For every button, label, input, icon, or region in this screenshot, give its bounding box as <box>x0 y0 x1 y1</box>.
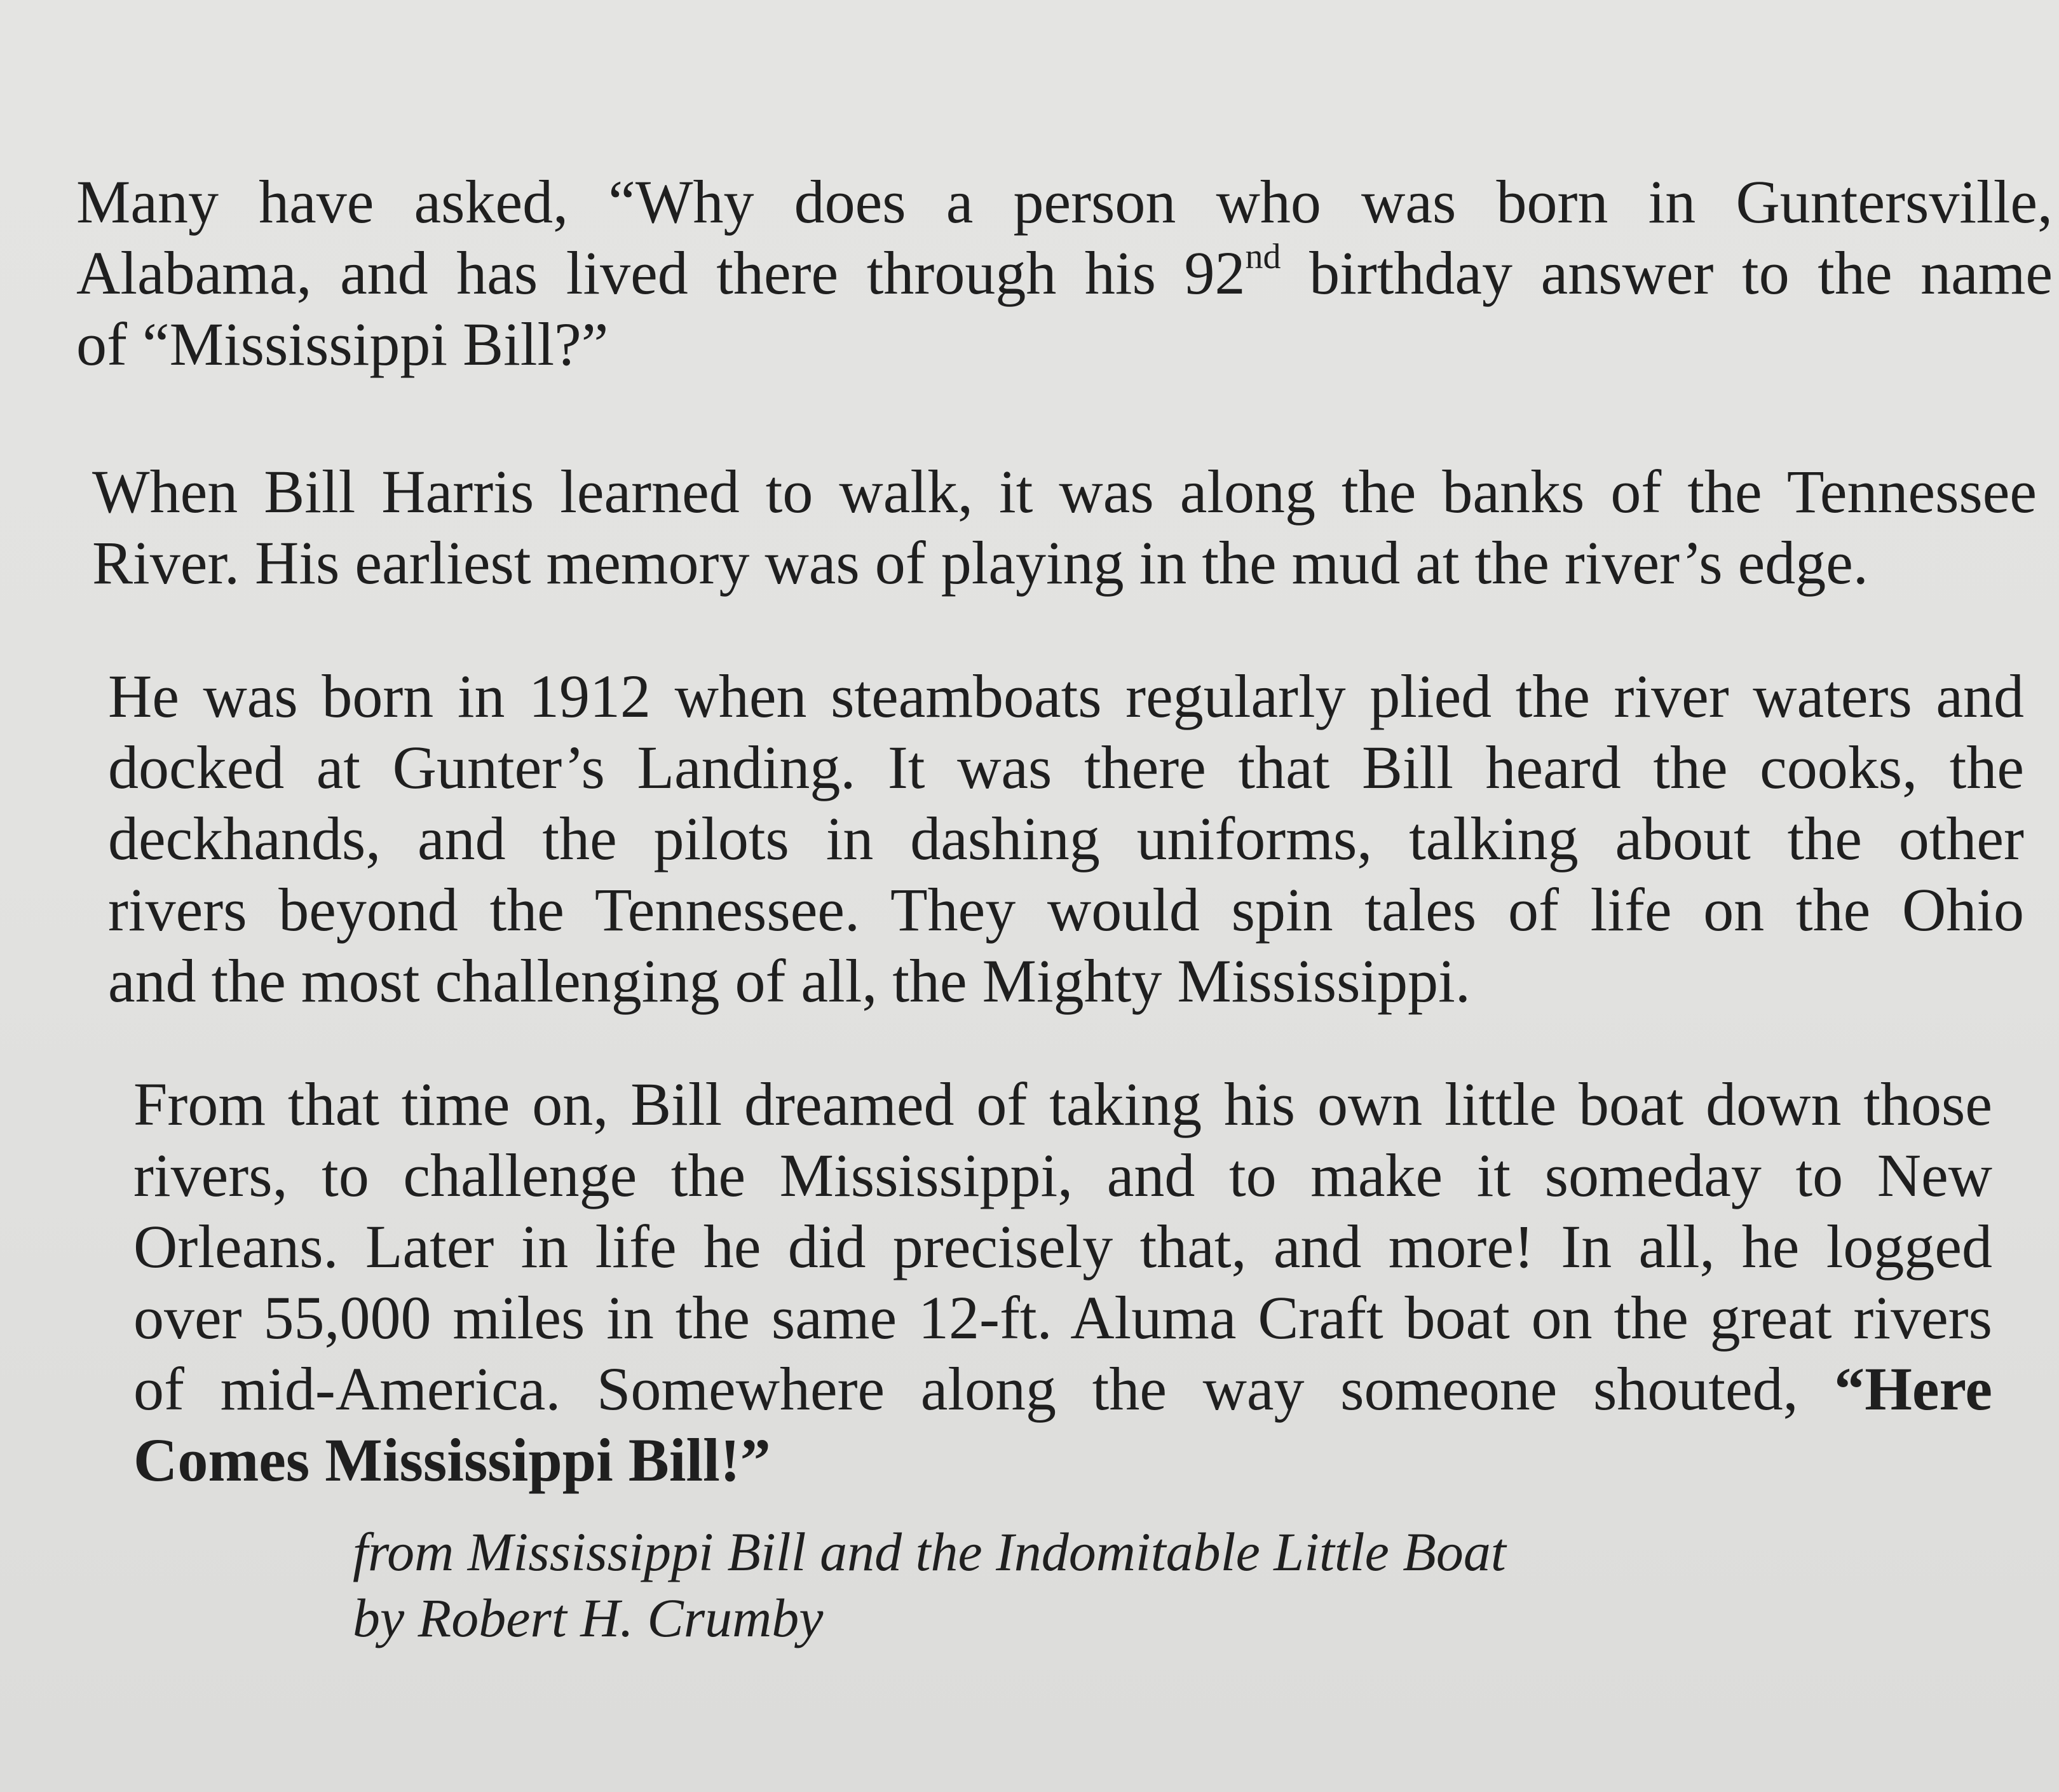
citation-author: by Robert H. Crumby <box>353 1587 824 1648</box>
paragraph-4-line-1: From that time on, Bill dreamed of taking his own little boat down those <box>133 1070 1992 1138</box>
paragraph-1-line-2-rest: birthday answer to the name <box>1281 239 2053 307</box>
paragraph-2 <box>92 456 2037 599</box>
paragraph-4-line-5-text: of mid-America. Somewhere along the way someone shouted, <box>133 1355 1835 1423</box>
paragraph-3 <box>108 661 2024 1017</box>
paragraph-3-line-4: rivers beyond the Tennessee. They would spin tales of life on the Ohio <box>108 876 2024 944</box>
bold-quote-start: “Here <box>1834 1355 1992 1423</box>
paragraph-2-line-1: When Bill Harris learned to walk, it was along the banks of the Tennessee <box>92 458 2037 526</box>
paragraph-4-line-3: Orleans. Later in life he did precisely that, and more! In all, he logged <box>133 1212 1992 1280</box>
citation-source: from Mississippi Bill and the Indomitable Little Boat <box>353 1521 1506 1582</box>
paragraph-1-line-2-text: Alabama, and has lived there through his 92 <box>76 239 1246 307</box>
paragraph-3-line-3: deckhands, and the pilots in dashing uniforms, talking about the other <box>108 804 2024 872</box>
paragraph-4 <box>133 1069 1992 1496</box>
citation <box>353 1519 1506 1651</box>
paragraph-4-line-5 <box>133 1354 1992 1425</box>
paragraph-2-line-2: River. His earliest memory was of playing in the mud at the river’s edge. <box>92 529 1868 597</box>
paragraph-3-line-1: He was born in 1912 when steamboats regularly plied the river waters and <box>108 662 2024 730</box>
paragraph-3-line-5: and the most challenging of all, the Mighty Mississippi. <box>108 947 1471 1015</box>
paragraph-1-line-3: of “Mississippi Bill?” <box>76 310 609 378</box>
paragraph-3-line-2: docked at Gunter’s Landing. It was there that Bill heard the cooks, the <box>108 733 2024 801</box>
paragraph-1-line-2 <box>76 238 2053 309</box>
ordinal-suffix: nd <box>1245 237 1281 276</box>
paragraph-4-line-6: Comes Mississippi Bill!” <box>133 1426 771 1494</box>
paragraph-4-line-2: rivers, to challenge the Mississippi, and to make it someday to New <box>133 1141 1992 1209</box>
paragraph-4-line-4: over 55,000 miles in the same 12-ft. Aluma Craft boat on the great rivers <box>133 1284 1992 1352</box>
paragraph-1-line-1: Many have asked, “Why does a person who was born in Guntersville, <box>76 168 2053 236</box>
paragraph-1 <box>76 166 2053 380</box>
